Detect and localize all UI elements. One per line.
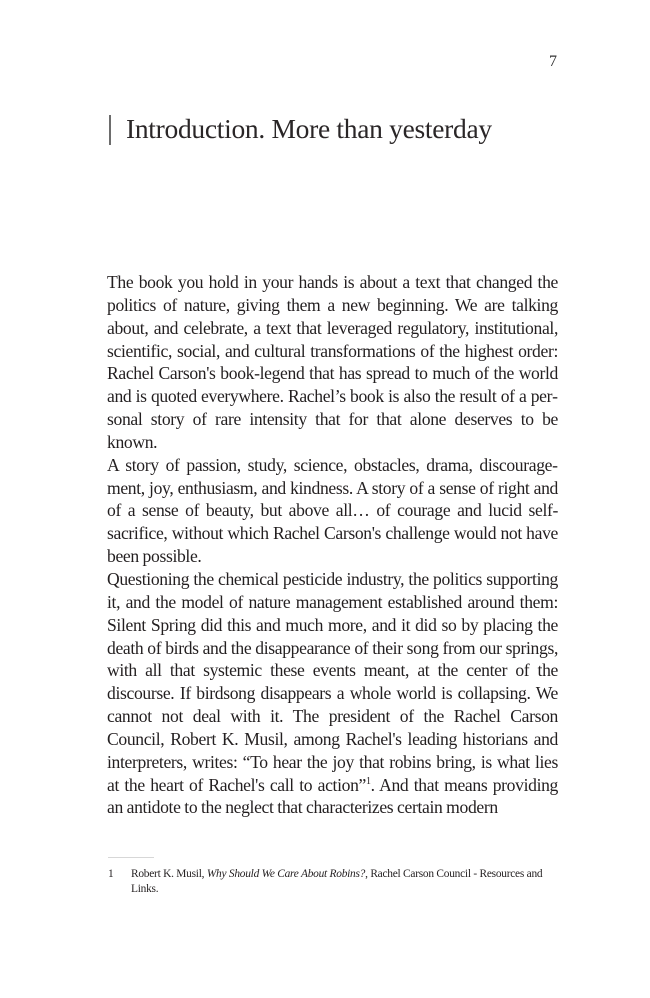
body-text [107, 271, 558, 819]
footnote-title: Why Should We Care About Robins? [206, 868, 366, 880]
footnote-text [131, 867, 558, 897]
footnote-author: Robert K. Musil, [131, 868, 207, 880]
chapter-title: Introduction. More than yesterday [126, 113, 492, 144]
paragraph-1: The book you hold in your hands is about a text that changed the politics of nature, giving them a new beginning. We are talking about, and celebrate, a text that leveraged regulatory, institutional, scientific, social, and cultural transformations of the highest order: Rachel Carson's book-legend that has spread to much of the world and is quoted everywhere. Rachel’s book is also the result of a personal story of rare intensity that for that alone deserves to be known. [107, 272, 558, 452]
footnote-reference-1[interactable]: 1 [365, 775, 371, 787]
paragraph-3 [107, 568, 558, 819]
footnote-1 [108, 867, 558, 897]
footnote-number: 1 [108, 868, 114, 880]
footnote-divider [108, 857, 154, 858]
chapter-heading [109, 113, 492, 145]
paragraph-3-text: Questioning the chemical pesticide industry, the politics supporting it, and the model of nature management established around them: Silent Spring did this and much more, and it did so by placing the death of birds and the disappearance of their song from our springs, with all that systemic these events meant, at the center of the discourse. If birdsong disappears a whole world is collapsing. We cannot not deal with it. The president of the Rachel Carson Council, Robert K. Musil, among Rachel's leading historians and interpreters, writes: “To hear the joy that robins bring, is what lies at the heart of Rachel's call to action” [107, 568, 558, 795]
heading-bar-divider [109, 115, 111, 145]
paragraph-3-continuation: . And that means providing an antidote to the neglect that characterizes certain modern [107, 774, 558, 818]
paragraph-2: A story of passion, study, science, obstacles, drama, discouragement, joy, enthusiasm, and kindness. A story of a sense of right and of a sense of beauty, but above all… of courage and lucid self-sacrifice, without which Rachel Carson's challenge would not have been possible. [107, 454, 558, 567]
footnote-source: , Rachel Carson Council - Resources and Links. [131, 868, 543, 895]
footnotes [108, 867, 558, 897]
page-number: 7 [549, 53, 557, 70]
